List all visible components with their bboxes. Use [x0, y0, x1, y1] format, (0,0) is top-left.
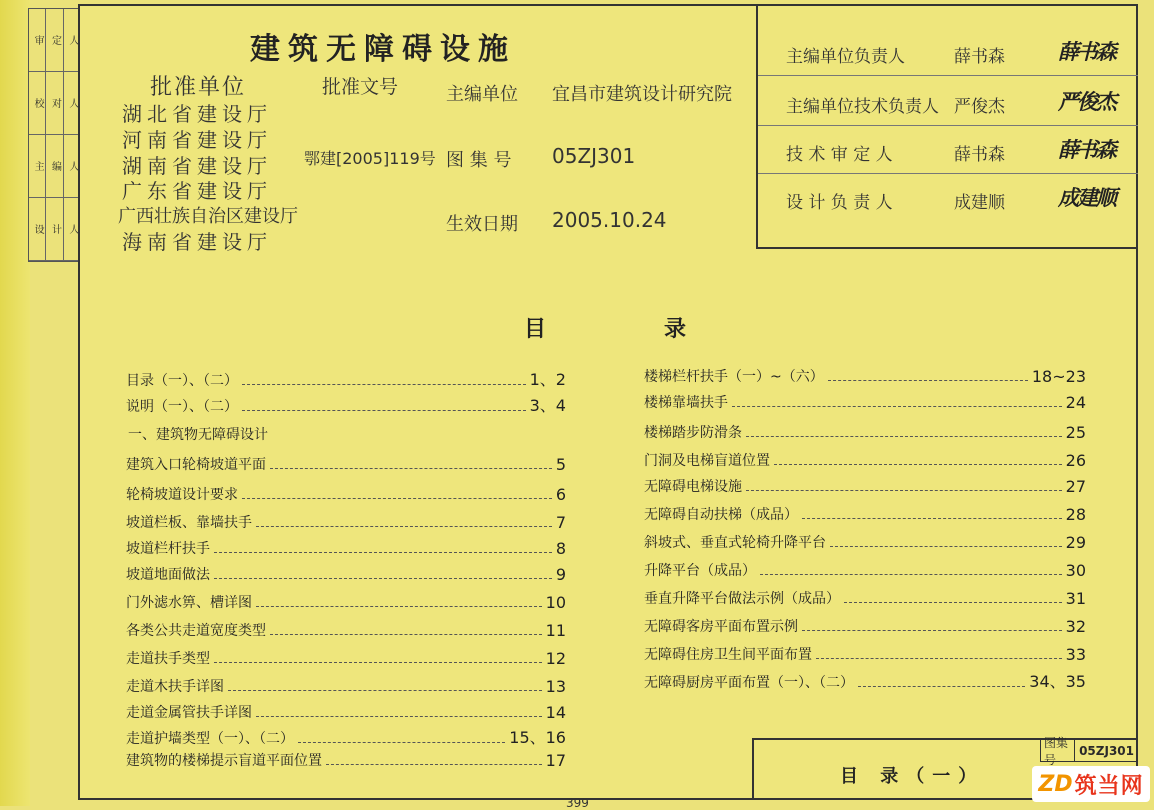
atlas-tag-label: 图集号: [1044, 735, 1069, 767]
toc-entry-page: 8: [555, 539, 566, 558]
signature: 严俊杰: [1058, 89, 1115, 114]
responsible-role: 主编单位负责人: [786, 47, 905, 67]
toc-entry: [126, 700, 566, 722]
toc-entry: [126, 674, 566, 696]
approval-doc-label: 批准文号: [322, 76, 399, 98]
province-item: 广西壮族自治区建设厅: [118, 206, 298, 227]
toc-entry-title: 垂直升降平台做法示例（成品）: [644, 591, 840, 607]
toc-entry-page: 32: [1065, 617, 1086, 636]
leader-dashes: [802, 630, 1062, 631]
toc-entry: [644, 530, 1086, 552]
toc-entry-page: 3、4: [529, 396, 566, 415]
stamp-cell: 人: [64, 72, 81, 135]
toc-entry-title: 建筑入口轮椅坡道平面: [126, 457, 266, 473]
toc-entry-title: 无障碍厨房平面布置（一）、（二）: [644, 675, 854, 691]
toc-entry-page: 7: [555, 513, 566, 532]
province-item: 广东省建设厅: [122, 179, 272, 203]
atlas-no-label: 图 集 号: [446, 150, 512, 171]
toc-entry: [644, 642, 1086, 664]
responsibles-table: [756, 4, 1138, 249]
sheet-title: 目 录（一）: [840, 766, 985, 787]
leader-dashes: [228, 690, 542, 691]
toc-entry-page: 5: [555, 455, 566, 474]
leader-dashes: [830, 546, 1062, 547]
toc-entry-page: 17: [545, 751, 566, 770]
effective-date-value: 2005.10.24: [552, 208, 667, 232]
toc-entry-page: 15、16: [509, 728, 566, 747]
atlas-tag-code: 05ZJ301: [1074, 740, 1138, 761]
toc-entry-title: 门外滤水箅、槽详图: [126, 595, 252, 611]
leader-dashes: [816, 658, 1062, 659]
leader-dashes: [326, 764, 542, 765]
page-title: 建筑无障碍设施: [250, 32, 516, 67]
responsible-role: 主编单位技术负责人: [786, 97, 939, 117]
toc-heading-right: 录: [664, 317, 687, 342]
stamp-cell: 审: [29, 9, 46, 72]
leader-dashes: [242, 498, 552, 499]
toc-entry: [644, 420, 1086, 442]
stamp-cell: 设: [29, 198, 46, 261]
toc-entry-page: 27: [1065, 477, 1086, 496]
toc-entry-title: 走道扶手类型: [126, 651, 210, 667]
toc-entry: [644, 364, 1086, 386]
toc-entry: [126, 536, 566, 558]
toc-entry-title: 门洞及电梯盲道位置: [644, 453, 770, 469]
leader-dashes: [270, 634, 542, 635]
responsible-role: 技 术 审 定 人: [786, 145, 893, 165]
toc-entry-page: 13: [545, 677, 566, 696]
toc-entry-title: 建筑物的楼梯提示盲道平面位置: [126, 753, 322, 769]
toc-entry-title: 说明（一）、（二）: [126, 399, 238, 415]
leader-dashes: [746, 490, 1062, 491]
page-number: 399: [566, 796, 589, 810]
leader-dashes: [760, 574, 1062, 575]
binding-edge: [0, 0, 30, 806]
stamp-cell: 人: [64, 135, 81, 198]
watermark-text: 筑当网: [1074, 773, 1144, 799]
toc-entry-title: 轮椅坡道设计要求: [126, 487, 238, 503]
toc-entry-title: 楼梯踏步防滑条: [644, 425, 742, 441]
toc-entry-title: 无障碍住房卫生间平面布置: [644, 647, 812, 663]
toc-entry: [126, 482, 566, 504]
toc-entry-title: 升降平台（成品）: [644, 563, 756, 579]
leader-dashes: [242, 384, 526, 385]
toc-entry-title: 走道金属管扶手详图: [126, 705, 252, 721]
atlas-tag: [1040, 735, 1138, 767]
toc-entry: [126, 646, 566, 668]
leader-dashes: [270, 468, 552, 469]
toc-entry-page: 34、35: [1029, 672, 1086, 691]
toc-entry-title: 斜坡式、垂直式轮椅升降平台: [644, 535, 826, 551]
stamp-cell: 定: [46, 9, 63, 72]
watermark-logo: [1032, 766, 1150, 802]
province-item: 海南省建设厅: [122, 230, 272, 254]
toc-entry: [126, 452, 566, 474]
responsible-name: 薛书森: [954, 47, 1005, 67]
toc-entry-title: 无障碍客房平面布置示例: [644, 619, 798, 635]
responsible-row: [758, 180, 1138, 221]
toc-entry-page: 29: [1065, 533, 1086, 552]
toc-entry-page: 10: [545, 593, 566, 612]
leader-dashes: [298, 742, 505, 743]
leader-dashes: [256, 716, 542, 717]
leader-dashes: [858, 686, 1025, 687]
toc-entry: [644, 614, 1086, 636]
toc-entry-page: 9: [555, 565, 566, 584]
leader-dashes: [746, 436, 1062, 437]
toc-entry: [126, 368, 566, 390]
toc-entry-title: 坡道地面做法: [126, 567, 210, 583]
toc-entry: [126, 562, 566, 584]
stamp-cell: 编: [46, 135, 63, 198]
province-item: 河南省建设厅: [122, 128, 272, 152]
leader-dashes: [214, 662, 542, 663]
toc-entry-title: 目录（一）、（二）: [126, 373, 238, 389]
toc-entry: [126, 726, 566, 748]
stamp-cell: 计: [46, 198, 63, 261]
toc-entry-page: 11: [545, 621, 566, 640]
leader-dashes: [256, 606, 542, 607]
toc-entry: [126, 394, 566, 416]
toc-entry-title: 楼梯靠墙扶手: [644, 395, 728, 411]
toc-entry: [644, 558, 1086, 580]
responsible-name: 严俊杰: [954, 97, 1005, 117]
toc-entry-title: 楼梯栏杆扶手（一）~（六）: [644, 369, 824, 385]
leader-dashes: [214, 578, 552, 579]
toc-entry-title: 坡道栏杆扶手: [126, 541, 210, 557]
toc-entry-page: 12: [545, 649, 566, 668]
toc-entry-page: 31: [1065, 589, 1086, 608]
leader-dashes: [802, 518, 1062, 519]
leader-dashes: [242, 410, 526, 411]
leader-dashes: [828, 380, 1028, 381]
toc-entry: [644, 474, 1086, 496]
chief-unit-label: 主编单位: [446, 84, 518, 105]
leader-dashes: [214, 552, 552, 553]
toc-entry-page: 28: [1065, 505, 1086, 524]
toc-entry-page: 33: [1065, 645, 1086, 664]
toc-entry-page: 26: [1065, 451, 1086, 470]
toc-entry-title: 无障碍电梯设施: [644, 479, 742, 495]
stamp-cell: 人: [64, 198, 81, 261]
toc-entry-page: 24: [1065, 393, 1086, 412]
watermark-mark: ZD: [1038, 771, 1073, 797]
stamp-cell: 主: [29, 135, 46, 198]
stamp-cell: 对: [46, 72, 63, 135]
leader-dashes: [256, 526, 552, 527]
atlas-no-value: 05ZJ301: [552, 144, 636, 168]
side-approval-stamp: [28, 8, 82, 262]
toc-entry-page: 18~23: [1031, 367, 1086, 386]
toc-entry: [644, 448, 1086, 470]
approval-doc-value: 鄂建[2005]119号: [304, 149, 436, 168]
toc-entry: [126, 590, 566, 612]
province-item: 湖北省建设厅: [122, 102, 272, 126]
toc-entry: [126, 618, 566, 640]
toc-entry-page: 6: [555, 485, 566, 504]
section-heading: 一、建筑物无障碍设计: [128, 427, 268, 443]
toc-entry: [126, 748, 566, 770]
toc-entry: [644, 586, 1086, 608]
toc-entry: [644, 390, 1086, 412]
toc-entry-page: 1、2: [529, 370, 566, 389]
responsible-row: [758, 84, 1138, 126]
toc-entry: [644, 502, 1086, 524]
signature: 成建顺: [1058, 185, 1115, 210]
stamp-cell: 人: [64, 9, 81, 72]
responsible-name: 成建顺: [954, 193, 1005, 213]
effective-date-label: 生效日期: [446, 214, 518, 235]
toc-entry: [644, 670, 1086, 692]
signature: 薛书森: [1058, 39, 1115, 64]
toc-entry-title: 各类公共走道宽度类型: [126, 623, 266, 639]
toc-entry-page: 30: [1065, 561, 1086, 580]
toc-entry-page: 25: [1065, 423, 1086, 442]
leader-dashes: [844, 602, 1062, 603]
toc-entry-title: 走道护墙类型（一）、（二）: [126, 731, 294, 747]
leader-dashes: [732, 406, 1062, 407]
stamp-cell: 校: [29, 72, 46, 135]
toc-entry-title: 坡道栏板、靠墙扶手: [126, 515, 252, 531]
toc-heading-left: 目: [524, 317, 547, 342]
signature: 薛书森: [1058, 137, 1115, 162]
responsible-row: [758, 132, 1138, 174]
toc-entry-title: 走道木扶手详图: [126, 679, 224, 695]
toc-entry-page: 14: [545, 703, 566, 722]
responsible-name: 薛书森: [954, 145, 1005, 165]
responsible-row: [758, 34, 1138, 76]
province-item: 湖南省建设厅: [122, 154, 272, 178]
toc-entry-title: 无障碍自动扶梯（成品）: [644, 507, 798, 523]
chief-unit-value: 宜昌市建筑设计研究院: [552, 84, 732, 105]
approval-unit-label: 批准单位: [150, 75, 247, 100]
leader-dashes: [774, 464, 1062, 465]
responsible-role: 设 计 负 责 人: [786, 193, 893, 213]
toc-entry: [126, 510, 566, 532]
